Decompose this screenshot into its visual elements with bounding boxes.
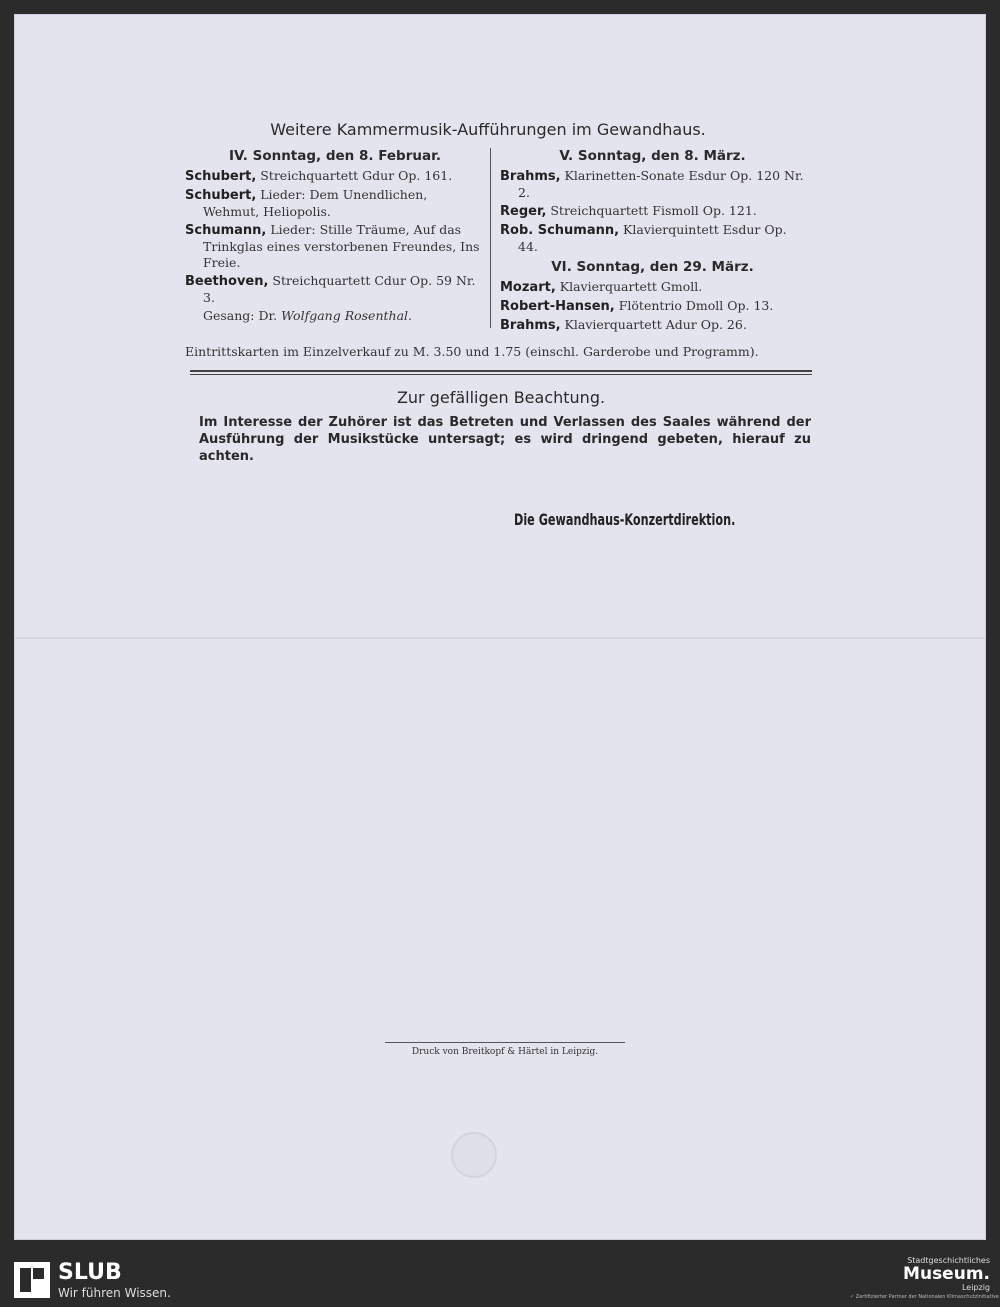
program-entry	[500, 317, 805, 334]
composer: Robert-Hansen,	[500, 299, 615, 314]
program-entry	[185, 222, 485, 271]
day-heading: V. Sonntag, den 8. März.	[559, 148, 746, 164]
museum-city: Leipzig	[961, 1283, 990, 1292]
composer: Reger,	[500, 204, 547, 219]
work: Lieder: Stille Träume, Auf das Trinkglas eines verstorbenen Freundes, Ins Freie.	[203, 222, 480, 270]
program-column-left	[185, 148, 485, 323]
vocal-name: Wolfgang Rosenthal.	[281, 308, 412, 323]
vocal-label: Gesang: Dr.	[203, 308, 282, 323]
column-divider	[490, 148, 491, 328]
composer: Schubert,	[185, 169, 257, 184]
slub-name: SLUB	[58, 1260, 122, 1285]
day-heading: VI. Sonntag, den 29. März.	[551, 259, 754, 275]
footer-bar	[0, 1254, 1000, 1307]
work: Klavierquartett Gmoll.	[555, 279, 703, 294]
work: Klarinetten-Sonate Esdur Op. 120 Nr. 2.	[518, 168, 804, 200]
ticket-info: Eintrittskarten im Einzelverkauf zu M. 3.50 und 1.75 (einschl. Garderobe und Programm).	[185, 344, 759, 359]
program-column-right	[500, 148, 805, 336]
program-title: Weitere Kammermusik-Aufführungen im Gewandhaus.	[270, 120, 706, 139]
program-entry	[500, 279, 805, 296]
day-heading: IV. Sonntag, den 8. Februar.	[229, 148, 441, 164]
composer: Brahms,	[500, 169, 561, 184]
program-entry	[185, 187, 485, 220]
work: Streichquartett Fismoll Op. 121.	[546, 203, 757, 218]
printer-imprint: Druck von Breitkopf & Härtel in Leipzig.	[411, 1047, 599, 1057]
program-entry	[500, 168, 805, 201]
notice-title: Zur gefälligen Beachtung.	[396, 388, 606, 407]
work: Klavierquartett Adur Op. 26.	[560, 317, 747, 332]
imprint-rule	[385, 1042, 625, 1043]
composer: Brahms,	[500, 318, 561, 333]
composer: Rob. Schumann,	[500, 223, 620, 238]
embossed-seal	[451, 1132, 497, 1178]
museum-top: Stadtgeschichtliches	[907, 1256, 990, 1265]
composer: Schumann,	[185, 223, 267, 238]
museum-logo	[850, 1256, 1000, 1300]
museum-main: Museum.	[903, 1264, 990, 1284]
slub-tagline: Wir führen Wissen.	[58, 1286, 171, 1300]
composer: Schubert,	[185, 188, 257, 203]
vocal-credit	[185, 308, 485, 323]
work: Klavierquintett Esdur Op. 44.	[518, 222, 787, 254]
program-entry	[185, 168, 485, 185]
work: Streichquartett Cdur Op. 59 Nr. 3.	[203, 273, 476, 305]
work: Streichquartett Gdur Op. 161.	[256, 168, 453, 183]
work: Lieder: Dem Unendlichen, Wehmut, Heliopolis.	[203, 187, 428, 219]
program-entry	[500, 298, 805, 315]
program-entry	[500, 222, 805, 255]
double-rule	[190, 370, 812, 375]
program-entry	[500, 203, 805, 220]
slub-logo-icon	[14, 1262, 50, 1298]
program-entry	[185, 273, 485, 306]
work: Flötentrio Dmoll Op. 13.	[614, 298, 774, 313]
museum-cert: ✓ Zertifizierter Partner der Nationalen Klimaschutzinitiative	[850, 1294, 1000, 1300]
signature: Die Gewandhaus-Konzertdirektion.	[514, 510, 736, 529]
paper-fold	[15, 637, 985, 639]
notice-text: Im Interesse der Zuhörer ist das Betreten und Verlassen des Saales während der Ausführung der Musikstücke untersagt; es wird dringend gebeten, hierauf zu achten.	[199, 415, 811, 464]
composer: Mozart,	[500, 280, 556, 295]
composer: Beethoven,	[185, 274, 269, 289]
